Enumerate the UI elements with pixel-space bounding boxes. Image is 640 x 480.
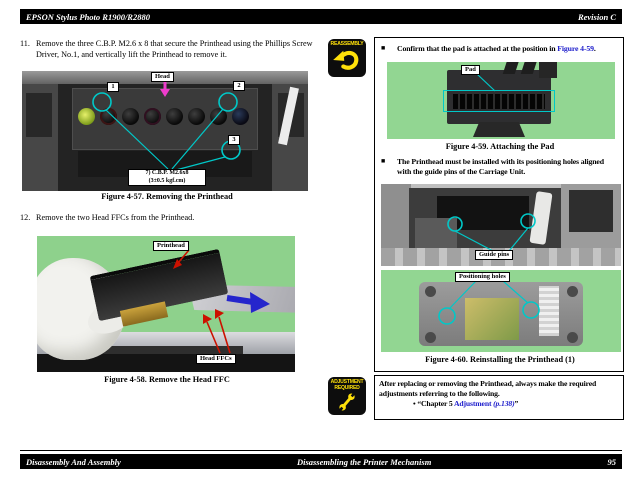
figure-59-callouts: [387, 62, 615, 139]
positioning-holes-callouts: [381, 270, 621, 352]
step-12-number: 12.: [20, 213, 31, 222]
step-12: [20, 213, 314, 224]
positioning-holes-label: Positioning holes: [455, 272, 510, 282]
reassembly-icon: [328, 39, 366, 77]
screw-spec-label: [128, 169, 206, 186]
adjustment-chapter-link[interactable]: Adjustment: [453, 399, 492, 409]
pull-direction-arrow: [227, 298, 253, 302]
reassembly-item-2: [381, 157, 613, 177]
figure-60-guide-pins-photo: [381, 184, 621, 266]
adjustment-icon-line2: REQUIRED: [334, 385, 360, 391]
screw-marker-3: 3: [228, 135, 240, 145]
pad-label: Pad: [461, 65, 480, 75]
figure-59-caption: Figure 4-59. Attaching the Pad: [445, 142, 555, 151]
reassembly-item-2-text: The Printhead must be installed with its positioning holes aligned with the guide pins of the Carriage Unit.: [397, 157, 604, 177]
reassembly-icon-label: REASSEMBLY: [330, 41, 364, 47]
figure-60-caption: Figure 4-60. Reinstalling the Printhead (1): [425, 355, 575, 364]
footer-center: Disassembling the Printer Mechanism: [296, 456, 432, 467]
page-footer: [20, 454, 622, 469]
screw-spec-line2: (3±0.5 kgf.cm): [148, 177, 186, 184]
adjustment-reference: [413, 399, 619, 409]
reassembly-item-1-text: [397, 44, 596, 54]
step-11-number: 11.: [20, 39, 30, 48]
ref-open: “Chapter 5: [417, 399, 454, 409]
screw-marker-1: 1: [107, 82, 119, 92]
figure-59-photo: [387, 62, 615, 139]
figure-58-caption: Figure 4-58. Remove the Head FFC: [104, 375, 230, 384]
adjustment-icon-line1: ADJUSTMENT: [330, 379, 364, 385]
ref-close: ”: [514, 399, 519, 409]
adjustment-note: [374, 375, 624, 420]
figure-58-callouts: [37, 236, 295, 372]
head-arrowhead: [160, 89, 170, 97]
guide-pins-label: Guide pins: [475, 250, 513, 260]
figure-57-caption: Figure 4-57. Removing the Printhead: [101, 192, 233, 201]
figure-57-photo: [22, 71, 308, 191]
header-title: EPSON Stylus Photo R1900/R2880: [26, 11, 150, 22]
screw-spec-line1: 7) C.B.P. M2.6x8: [145, 170, 189, 176]
step-11: [20, 39, 314, 60]
reassembly-item-1: [381, 44, 623, 54]
figure-58-photo: [37, 236, 295, 372]
header-revision: Revision C: [577, 11, 616, 22]
item1-prefix: Confirm that the pad is attached at the position in: [397, 44, 558, 53]
reassembly-panel: [374, 37, 624, 372]
head-label: Head: [151, 72, 174, 82]
step-11-text: Remove the three C.B.P. M2.6 x 8 that secure the Printhead using the Phillips Screw Driver, No.1, and vertically lift the Printhead to remove it.: [36, 39, 313, 59]
footer-rule: [20, 450, 622, 451]
figure-4-59-link[interactable]: Figure 4-59: [557, 44, 594, 53]
bullet-square: ■: [381, 44, 386, 52]
printhead-label: Printhead: [153, 241, 189, 251]
screw-marker-2: 2: [233, 81, 245, 91]
item1-suffix: .: [593, 44, 596, 53]
bullet-square: ■: [381, 157, 386, 165]
adjustment-page-link[interactable]: (p.138): [491, 399, 515, 409]
undo-arrow-icon: [332, 48, 362, 72]
page-header: [20, 9, 622, 24]
adjustment-note-text: After replacing or removing the Printhead, always make the required adjustments referring to the following.: [379, 379, 597, 399]
wrench-icon: [336, 392, 358, 412]
figure-60-positioning-holes-photo: [381, 270, 621, 352]
adjustment-required-icon: [328, 377, 366, 415]
footer-left: Disassembly And Assembly: [26, 456, 121, 467]
footer-page-number: 95: [607, 456, 616, 467]
step-12-text: Remove the two Head FFCs from the Printhead.: [36, 213, 195, 222]
note-bullet: •: [413, 399, 418, 409]
head-ffcs-label: Head FFCs: [196, 354, 236, 364]
